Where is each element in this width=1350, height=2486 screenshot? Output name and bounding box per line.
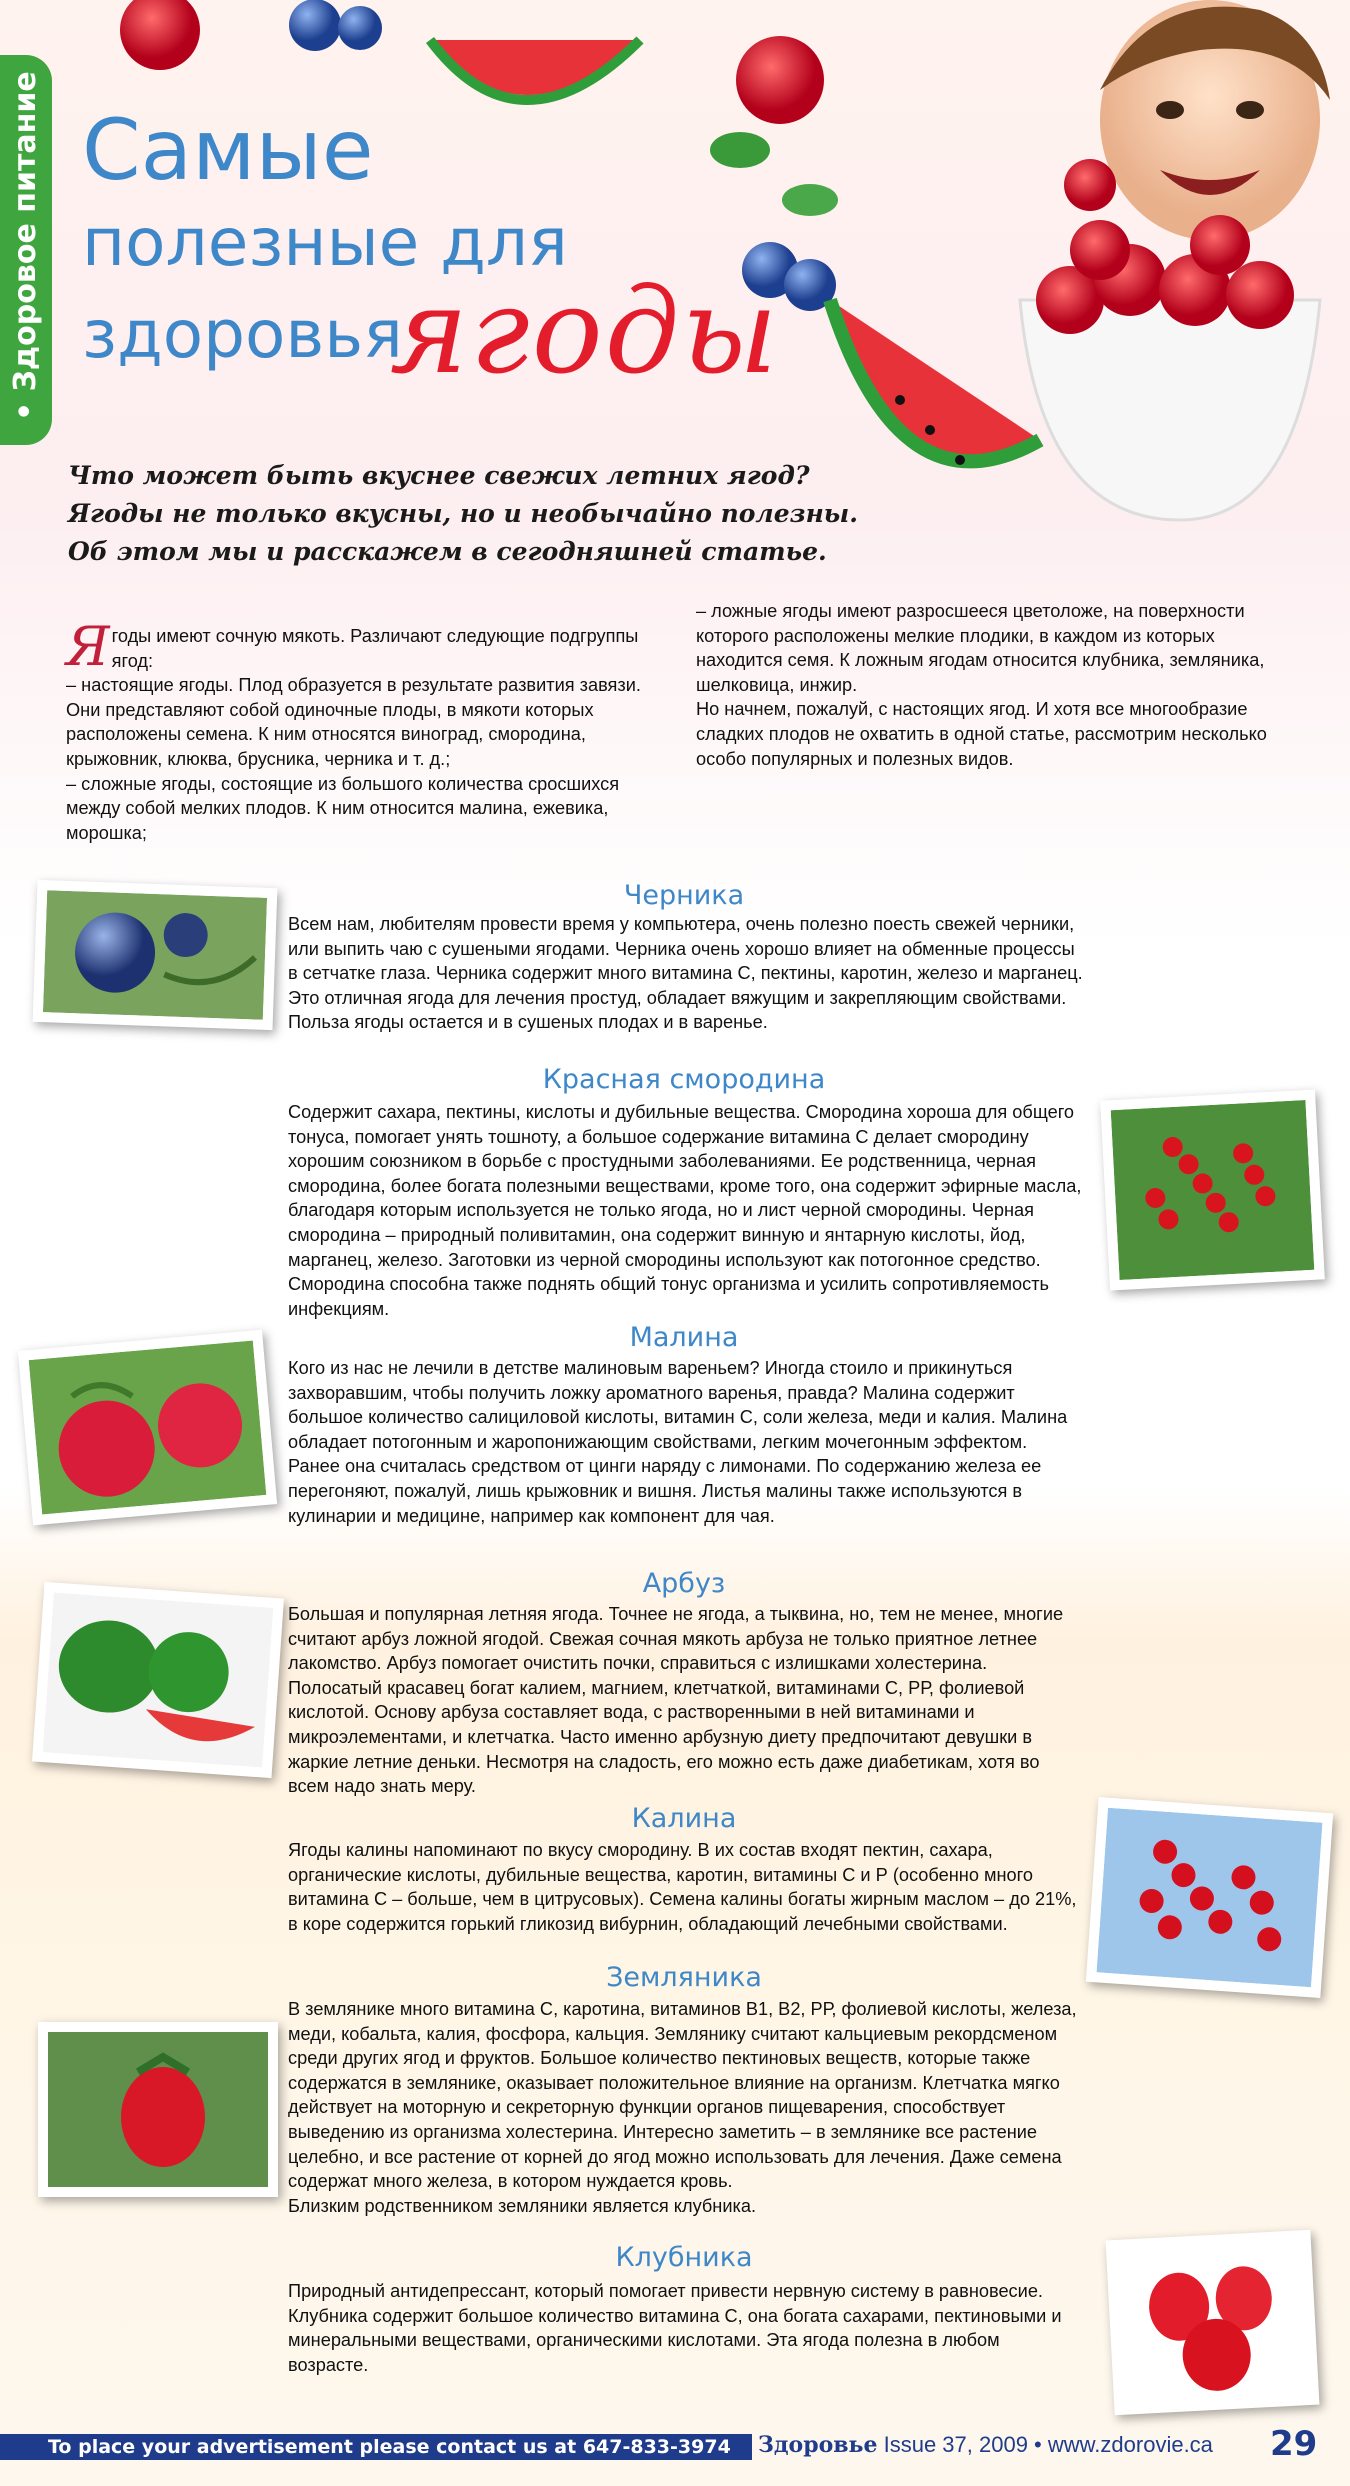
berry-text-raspberry: Кого из нас не лечили в детстве малиновым вареньем? Иногда стоило и прикинуться захворавшим, чтобы получить ложку ароматного варенья, правда? Малина содержит большое количество салициловой кислоты, витамин С, соли железа, меди и калия. Малина обладает потогонным и жаропонижающим свойствами, легким мочегонным эффектом. Ранее она считалась средством от цинги наряду с лимонами. По содержанию железа ее перегоняют, пожалуй, лишь крыжовник и вишня. Листья малины также используются в кулинарии и медицине, например как компонент для чая. — [288, 1358, 1068, 1526]
berry-title-viburnum: Калина — [631, 1803, 737, 1834]
berry-text-watermelon: Большая и популярная летняя ягода. Точнее не ягода, а тыквина, но, тем не менее, многие считают арбуз ложной ягодой. Свежая сочная мякоть арбуза не только приятное летнее лакомство. Арбуз помогает очистить почки, справиться с излишками холестерина. Полосатый красавец богат калием, магнием, клетчаткой, витаминами С, РР, фолиевой кислотой. Основу арбуза составляет вода, с растворенными в ней витаминами и микроэлементами, и клетчатка. Часто именно арбузную диету предпочитают девушки в жаркие летние деньки. Несмотря на сладость, его можно есть даже диабетикам, хотя во всем надо знать меру. — [288, 1604, 1064, 1797]
section-tab — [0, 55, 52, 445]
magazine-footer — [758, 2432, 1213, 2458]
magazine-name: Здоровье — [758, 2432, 878, 2458]
redcurrant-photo — [1100, 1090, 1325, 1291]
berry-title-wild-strawberry: Земляника — [606, 1962, 762, 1993]
berry-text-strawberry: Природный антидепрессант, который помогает привести нервную систему в равновесие. Клубника содержит большое количество витамина С, она богата сахарами, пектиновыми и минеральными веществами, органическими кислотами. Эта ягода полезна в любом возрасте. — [288, 2281, 1062, 2375]
watermelon-photo — [32, 1582, 284, 1778]
issue-info: Issue 37, 2009 • www.zdorovie.ca — [877, 2432, 1213, 2457]
intro-left-text: годы имеют сочную мякоть. Различают следующие подгруппы ягод: – настоящие ягоды. Плод образуется в результате развития завязи. Они представляют собой одиночные плоды, в мякоти которых расположены семена. К ним относятся виноград, смородина, крыжовник, клюква, брусника, черника и т. д.; – сложные ягоды, состоящие из большого количества сросшихся между собой мелких плодов. К ним относится малина, ежевика, морошка; — [66, 626, 641, 843]
title-line-3: здоровья — [82, 296, 403, 373]
viburnum-photo — [1086, 1797, 1333, 1998]
lead-paragraph: Что может быть вкуснее свежих летних ягод? Ягоды не только вкусны, но и необычайно полезны. Об этом мы и расскажем в сегодняшней статье. — [68, 461, 858, 566]
berry-text-blueberry: Всем нам, любителям провести время у компьютера, очень полезно поесть свежей черники, или выпить чаю с сушеными ягодами. Черника очень хорошо влияет на обменные процессы в сетчатке глаза. Черника содержит много витамина С, пектины, каротин, железо и марганец. Это отличная ягода для лечения простуд, обладает вяжущим и закрепляющим свойствами. Польза ягоды остается и в сушеных плодах и в варенье. — [288, 914, 1083, 1033]
intro-column-left — [66, 615, 674, 845]
wild-strawberry-photo — [38, 2022, 278, 2197]
page-number: 29 — [1270, 2424, 1318, 2464]
berry-title-redcurrant: Красная смородина — [542, 1064, 826, 1095]
berry-text-wild-strawberry: В землянике много витамина С, каротина, витаминов В1, В2, РР, фолиевой кислоты, железа, меди, кобальта, калия, фосфора, кальция. Землянику считают кальциевым рекордсменом среди других ягод и фруктов. Большое количество пектиновых веществ, которые также содержатся в землянике, оказывает положительное влияние на организм. Клетчатка мягко действует на моторную и секреторную функции органов пищеварения, способствует выведению из организма холестерина. Интересно заметить – в землянике все растение целебно, и все растение от корней до ягод можно использовать для лечения. Даже семена содержат много железа, в котором нуждается кровь. Близким родственником земляники является клубника. — [288, 1999, 1077, 2216]
intro-column-right: – ложные ягоды имеют разросшееся цветоложе, на поверхности которого расположены мелкие плодики, в каждом из которых находится семя. К ложным ягодам относится клубника, земляника, шелковица, инжир. Но начнем, пожалуй, с настоящих ягод. И хотя все многообразие сладких плодов не охватить в одной статье, рассмотрим несколько особо популярных и полезных видов. — [696, 601, 1267, 769]
berry-title-watermelon: Арбуз — [642, 1568, 726, 1599]
berry-title-raspberry: Малина — [629, 1322, 739, 1353]
advertising-strip: To place your advertisement please contact us at 647-833-3974 — [0, 2434, 752, 2460]
berry-title-strawberry: Клубника — [615, 2242, 753, 2273]
berry-title-blueberry: Черника — [623, 880, 745, 911]
drop-cap: Я — [66, 615, 110, 678]
title-line-2: полезные для — [82, 204, 568, 281]
title-line-1: Самые — [82, 101, 374, 199]
berry-text-viburnum: Ягоды калины напоминают по вкусу смородину. В их состав входят пектин, сахара, органические кислоты, дубильные вещества, каротин, витамины С и Р (особенно много витамина С – больше, чем в цитрусовых). Семена калины богаты жирным маслом – до 21%, в коре содержится горький гликозид вибурнин, обладающий лечебными свойствами. — [288, 1840, 1077, 1934]
title-accent: ягоды — [390, 262, 780, 400]
raspberry-photo — [18, 1330, 277, 1526]
section-tab-label: • Здоровое питание — [8, 71, 43, 421]
strawberry-photo — [1106, 2230, 1320, 2415]
blueberry-photo — [33, 880, 278, 1030]
berry-text-redcurrant: Содержит сахара, пектины, кислоты и дубильные вещества. Смородина хороша для общего тонуса, помогает унять тошноту, а большое содержание витамина С делает смородину хорошим союзником в борьбе с простудными заболеваниями. Ее родственница, черная смородина, более богата полезными веществами, кроме того, она содержит эфирные масла, благодаря которым используется не только ягода, но и лист черной смородины. Черная смородина – природный поливитамин, она содержит винную и янтарную кислоты, йод, марганец, железо. Заготовки из черной смородины используют как потогонное средство. Смородина способна также поднять общий тонус организма и усилить сопротивляемость инфекциям. — [288, 1102, 1082, 1319]
